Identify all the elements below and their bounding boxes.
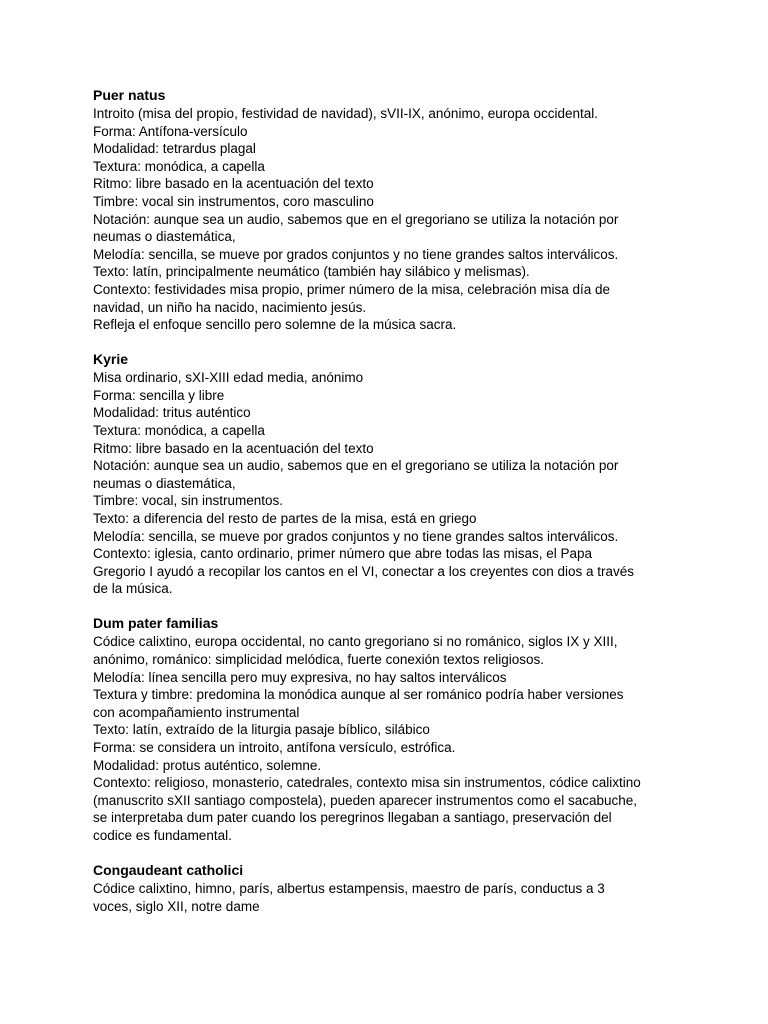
text-line: Notación: aunque sea un audio, sabemos que en el gregoriano se utiliza la notación por [93,211,619,227]
text-line: Texto: latín, principalmente neumático (también hay silábico y melismas). [93,264,530,280]
section-title: Kyrie [93,351,129,368]
text-line: Modalidad: protus auténtico, solemne. [93,757,322,773]
text-line: Refleja el enfoque sencillo pero solemne de la música sacra. [93,317,457,333]
section-puer-natus [93,87,693,334]
text-line: neumas o diastemática, [93,475,236,491]
text-line: con acompañamiento instrumental [93,704,300,720]
text-line: Melodía: sencilla, se mueve por grados conjuntos y no tiene grandes saltos interválicos. [93,528,619,544]
text-line: Introito (misa del propio, festividad de navidad), sVII-IX, anónimo, europa occidental. [93,106,599,121]
section-title: Congaudeant catholici [93,862,244,879]
text-line: Timbre: vocal, sin instrumentos. [93,493,284,509]
text-line: Textura y timbre: predomina la monódica aunque al ser románico podría haber versiones [93,687,624,703]
text-line: Modalidad: tritus auténtico [93,405,251,421]
text-line: Textura: monódica, a capella [93,158,265,174]
text-line: de la música. [93,581,173,597]
text-line: Textura: monódica, a capella [93,423,265,438]
text-line: codice es fundamental. [93,827,232,843]
text-line: Ritmo: libre basado en la acentuación del texto [93,440,374,456]
text-line: Timbre: vocal sin instrumentos, coro masculino [93,193,374,209]
section-dum-pater-familias [93,615,693,844]
text-line: (manuscrito sXII santiago compostela), pueden aparecer instrumentos como el sacabuche, [93,792,638,808]
text-line: Contexto: iglesia, canto ordinario, primer número que abre todas las misas, el Papa [93,546,593,562]
text-line: voces, siglo XII, notre dame [93,898,260,914]
text-line: Texto: latín, extraído de la liturgia pasaje bíblico, silábico [93,722,430,738]
section-kyrie [93,351,693,598]
text-line: Misa ordinario, sXI-XIII edad media, anónimo [93,370,364,386]
text-line: Ritmo: libre basado en la acentuación del texto [93,176,374,192]
text-line: Melodía: línea sencilla pero muy expresiva, no hay saltos interválicos [93,669,507,685]
section-title: Dum pater familias [93,615,219,632]
text-line: Códice calixtino, himno, parís, albertus estampensis, maestro de parís, conductus a 3 [93,881,605,897]
text-line: Melodía: sencilla, se mueve por grados conjuntos y no tiene grandes saltos interválicos. [93,246,619,262]
document-page [93,87,693,933]
text-line: Contexto: religioso, monasterio, catedrales, contexto misa sin instrumentos, códice calixtino [93,775,641,791]
text-line: navidad, un niño ha nacido, nacimiento jesús. [93,299,367,315]
text-line: Contexto: festividades misa propio, primer número de la misa, celebración misa día de [93,281,610,297]
section-congaudeant-catholici [93,862,693,915]
text-line: Forma: sencilla y libre [93,387,225,403]
text-line: Notación: aunque sea un audio, sabemos que en el gregoriano se utiliza la notación por [93,458,619,474]
text-line: Texto: a diferencia del resto de partes de la misa, está en griego [93,510,477,526]
section-title: Puer natus [93,87,166,103]
text-line: se interpretaba dum pater cuando los peregrinos llegaban a santiago, preservación del [93,810,612,826]
text-line: Forma: Antífona-versículo [93,123,248,139]
text-line: Códice calixtino, europa occidental, no canto gregoriano si no románico, siglos IX y XIII, [93,634,618,650]
text-line: Modalidad: tetrardus plagal [93,141,256,157]
text-line: Forma: se considera un introito, antífona versículo, estrófica. [93,740,456,755]
text-line: Gregorio I ayudó a recopilar los cantos en el VI, conectar a los creyentes con dios a través [93,563,635,579]
text-line: anónimo, románico: simplicidad melódica, fuerte conexión textos religiosos. [93,652,544,668]
text-line: neumas o diastemática, [93,229,236,245]
